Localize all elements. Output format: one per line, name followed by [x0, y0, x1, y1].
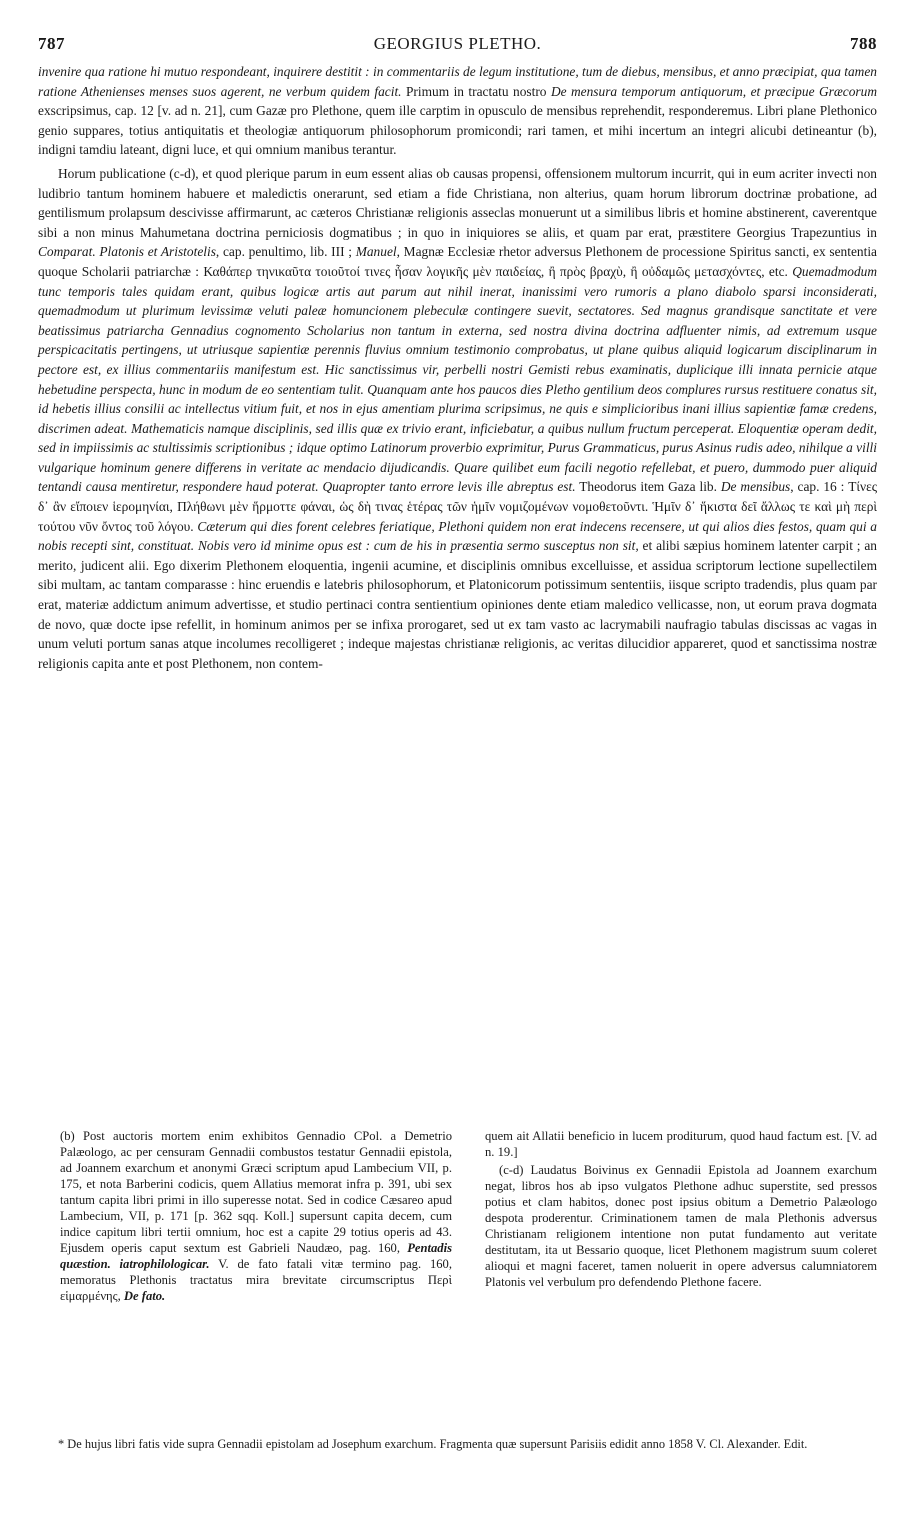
p1-text: Primum in tractatu nostro	[401, 83, 551, 99]
notes-section	[60, 1128, 877, 1428]
notes-column-left	[60, 1128, 452, 1304]
note-c-d: (c-d) Laudatus Boivinus ex Gennadii Epistola ad Joannem exarchum negat, libros hos ab ipso vulgatos Plethone adhuc superstite, sed pressos potius et clam habitos, donec post ipsius obitum a Demetrio Palæologo despota proderentur. Criminationem tamen de mala Plethonis adversus Christianam religionem intentione non putat fundamento aut veritate destitutam, ita ut Bessario quoque, licet Plethonem magistrum suum coleret alioqui et magni faceret, tamen noluerit in opere adversus calumniatorem Platonis vel verbulum pro defendendo Plethone facere.	[485, 1163, 877, 1289]
p2-text: Horum publicatione (c-d), et quod plerique parum in eum essent alias ob causas propensi, offensionem multorum incurrit, qui in eum acriter invecti non ludibrio tantum hominem habuere et maledictis onerarunt, sed etiam a fide Christiana, non alterius, quam horum librorum doctrinæ probatione, ad gentilismum prolapsum descivisse affirmarunt, ac cæteros Christianæ religionis asseclas monuerunt ut a similibus libris et homine abstinerent, caverentque sibi a non minus Mahumetana doctrina perniciosis dogmatibus ; in quo in iniquiores se aliis, et quam par erat, præstitere Georgius Trapezuntius in	[38, 165, 877, 240]
page-header	[38, 34, 877, 56]
p1-work-title: De mensura temporum antiquorum, et præcipue Græcorum	[550, 83, 877, 99]
p1-text-rest: exscripsimus, cap. 12 [v. ad n. 21], cum Gazæ pro Plethone, quem ille carptim in opusculo de mensibus reprehendit, responderemus. Libri plane Plethonico genio suppares, totius antiquitatis et theologiæ antiquorum philosophorum promicondi; rari tamen, et mihi incertum an integri alicubi detineantur (b), indigni tamdiu lateant, digni luce, et qui omnium manibus terantur.	[38, 103, 877, 158]
running-title: GEORGIUS PLETHO.	[373, 34, 542, 53]
p2-greek-quote: , Magnæ Ecclesiæ rhetor adversus Plethonem de processione Spiritus sancti, ex sententia quoque Scholarii patriarchæ : Καθάπερ τηνικαῦτα τοιοῦτοί τινες ἦσαν λογικῆς μὲν παιδείας, ἢ πρὸς βραχὺ, ἢ οὐδαμῶς μετασχόντες, etc.	[38, 244, 877, 279]
page-number-right: 788	[850, 34, 877, 53]
note-b-work-title: Pentadis quæstion. iatrophilologicar.	[60, 1241, 452, 1271]
notes-column-right	[485, 1128, 877, 1290]
p2-work-title: Comparat. Platonis et Aristotelis	[38, 244, 216, 260]
p2-author-name: Manuel	[355, 244, 397, 260]
paragraph-1	[38, 62, 877, 160]
p2-latin-translation: Quemadmodum tunc temporis tales quidam erant, quibus logicæ artis aut parum aut nihil inerat, inanissimi vero rumoris a plano diabolo sparsi inconsiderati, quemadmodum ut plurimum levissimæ veluti paleæ homuncionem plebeculæ contingere suevit, sectatores. Sed magnus grandisque sanctitate et vere beatissimus patriarcha Gennadius cognomento Scholarius non tantum in externa, sed nostra divina doctrina adfluenter nimis, ad extremum usque perspicacitatis pertingens, ut utriusque sapientiæ perennis fluvius omnium testimonio comprobatus, ut plane quibus aliquid logicarum disciplinarum in pectore est, ex illius commentariis manifestum est. Hic sanctissimus vir, perbelli nostri Gemisti rebus examinatis, duplicique illi innata pernicie atque hebetudine perspecta, hunc in modum de eo sententiam tulit. Quanquam ante hos paucos dies Pletho gentilium deos complures rursus restituere conatus sit, id hebetis illius consilii ac intellectus vitium fuit, et nos in ejus amentiam plurima scripsimus, ne quis e simplicioribus inani illius sapientiæ famæ credens, discrimen adeat. Mathematicis namque disciplinis, sed illis quæ ex trivio erant, inficiebatur, a quibus nullum fructum perceperat. Eloquentiæ operam dedit, sed in impiissimis ac stultissimis scriptionibus ; idque optimo Latinorum proverbio exprimitur, Purus Grammaticus, purus Asinus rudis adeo, nihilque a villi vulgarique hominum genere differens in veritate ac mendacio dijudicandis. Quare quilibet eum facili negotio refellebat, et puero, dummodo puer aliquid tentandi causa mentiretur, respondere haud poterat. Quapropter tanto errore levis ille abreptus est.	[38, 263, 877, 495]
note-b-de-fato: De fato.	[123, 1289, 166, 1303]
p2-text-2: , cap. penultimo, lib. III ;	[215, 244, 356, 260]
note-b-text: (b) Post auctoris mortem enim exhibitos Gennadio CPol. a Demetrio Palæologo, ac per censuram Gennadii combustos testatur Gennadii epistola, ad Joannem exarchum et anonymi Græci scriptum apud Lambecium VII, p. 175, et nota Barberini codicis, quem Allatius memorat infra p. 391, ubi sex tantum capita libri primi in illo superesse notat. Sed in codice Cæsareo apud Lambecium, VII, p. 171 [p. 362 sqq. Koll.] supersunt capita decem, cum indice capitum libri tertii omnium, hoc est a capite 29 totius operis ad 43. Ejusdem operis caput sextum est Gabrieli Naudæo, pag. 160,	[60, 1129, 452, 1255]
note-b-text-end: V. de fato fatali vitæ termino pag. 160, memoratus Plethonis tractatus mira brevitate circumscriptus Περὶ εἱμαρμένης,	[60, 1257, 452, 1303]
p2-latin-translation-2: Cæterum qui dies forent celebres feriatique, Plethoni quidem non erat indecens recensere, ut qui alios dies festos, quam qui a nobis recepti sint, constituat. Nobis vero id minime opus est : cum de his in præsentia sermo susceptus non sit,	[38, 518, 877, 554]
note-b-continued: quem ait Allatii beneficio in lucem proditurum, quod haud factum est. [V. ad n. 19.]	[485, 1129, 877, 1159]
p2-work-title-2: De mensibus	[720, 479, 791, 495]
page-number-left: 787	[38, 34, 65, 53]
paragraph-2	[38, 164, 877, 673]
p1-italic-opening: invenire qua ratione hi mutuo respondeant, inquirere destitit : in commentariis de legum institutione, tum de diebus, mensibus, et anno præcipiat, qua tamen ratione Athenienses menses suos agerent, ne verbum quidem facit.	[38, 64, 877, 99]
footnote: * De hujus libri fatis vide supra Gennadii epistolam ad Josephum exarchum. Fragmenta quæ supersunt Parisiis edidit anno 1858 V. Cl. Alexander. Edit.	[58, 1437, 808, 1451]
note-b	[60, 1128, 452, 1304]
p2-text-end: et alibi sæpius hominem latenter carpit ; an merito, judicent alii. Ego dixerim Plethonem eloquentia, ingenii acumine, et disciplinis omnibus excelluisse, et assidua scriptorum lectione supellectilem sibi multam, ac tantam comparasse : hinc eruendis e latebris philosophorum, et Platonicorum potissimum sententiis, iisque scripto tradendis, plus quam par erat, materiæ addictum animum advertisse, et studio pertinaci contra sentientium opiniones dente etiam maledico vellicasse, non, ut eorum prava dogmata de novo, quæ docte ipse refellit, in hominum animos per se infixa prorogaret, sed ut ex tam vasto ac lacrymabili naufragio tabulas discissas ac vagas in unum veluti portum sanas atque incolumes recolligeret ; indeque majestas christianæ religionis, ac veritas dilucidior appareret, quod et sanctissima nostræ religionis capita ante et post Plethonem, non contem-	[38, 538, 878, 671]
p2-greek-quote-2: , cap. 16 : Τίνες δ᾽ ἂν εἴποιεν ἱερομηνίαι, Πλήθωνι μὲν ἥρμοττε φάναι, ὡς δὴ τινας ἑτέρας τῶν ἡμῖν νομιζομένων νομοθετοῦντι. Ἡμῖν δ᾽ ἥκιστα δεῖ ἄλλως τε καὶ μὴ περὶ τούτου νῦν ὄντος τοῦ λόγου.	[38, 479, 877, 534]
main-text	[38, 62, 877, 673]
p2-text-3: Theodorus item Gaza lib.	[575, 479, 721, 495]
